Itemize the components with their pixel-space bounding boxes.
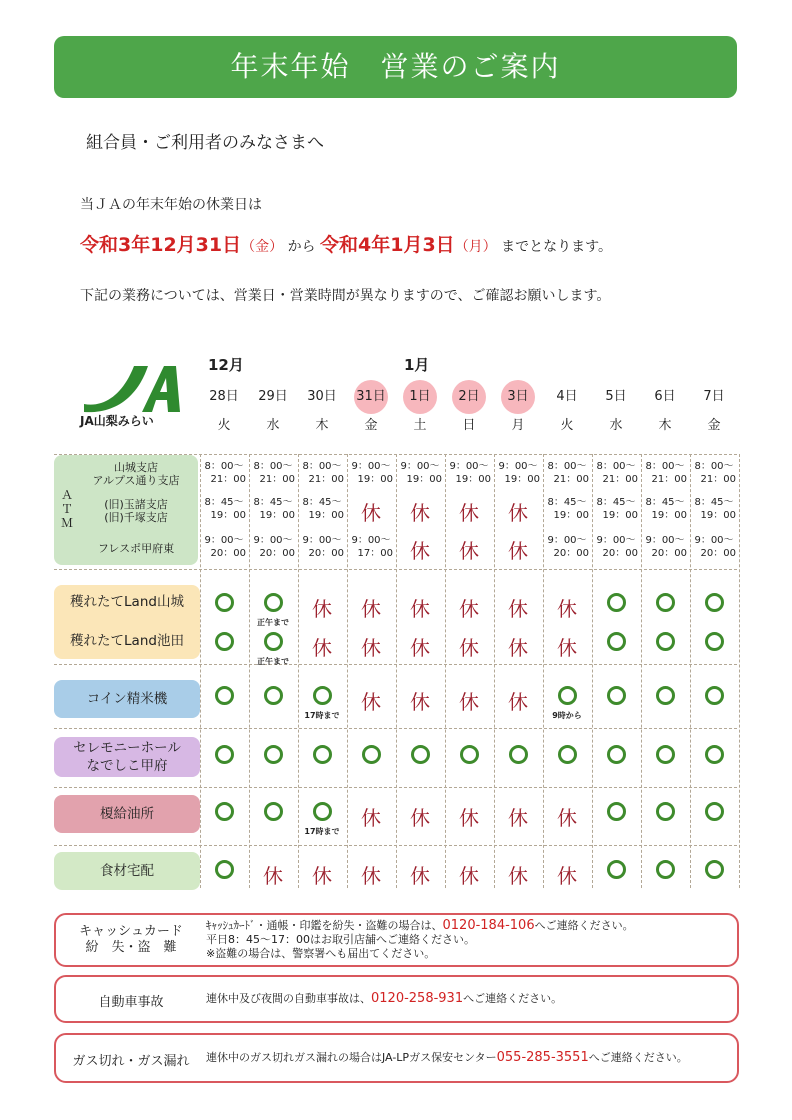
date-10: 7日 — [703, 389, 725, 404]
service-cell — [592, 632, 640, 655]
open-circle-icon — [460, 745, 479, 764]
weekday-9: 木 — [658, 418, 672, 433]
atm-cell: 8：00～ 21：00 — [253, 461, 295, 485]
open-circle-icon — [656, 860, 675, 879]
holiday-start-day: （金） — [241, 239, 284, 255]
service-cell — [641, 686, 689, 709]
weekday-7: 火 — [560, 418, 574, 433]
atm-cell: 9：00～ 20：00 — [694, 535, 736, 559]
atm-cell: 8：45～ 19：00 — [302, 497, 344, 521]
cell-note: 17時まで — [304, 827, 340, 836]
open-circle-icon — [215, 802, 234, 821]
open-circle-icon — [705, 802, 724, 821]
service-cell — [445, 802, 493, 831]
closed-mark: 休 — [557, 864, 577, 888]
atm-cell — [347, 497, 395, 526]
service-cell — [396, 802, 444, 831]
atm-branch-2: (旧)玉諸支店 (旧)千塚支店 — [104, 498, 168, 524]
service-cell — [396, 593, 444, 622]
closed-mark: 休 — [410, 690, 430, 714]
open-circle-icon — [264, 686, 283, 705]
month-jan: 1月 — [404, 356, 430, 374]
atm-cell: 9：00～ 19：00 — [351, 461, 393, 485]
service-label-5: 食材宅配 — [54, 852, 200, 890]
atm-cell — [494, 535, 542, 564]
holiday-start: 令和3年12月31日 — [80, 234, 242, 256]
closed-mark: 休 — [312, 636, 332, 660]
closed-mark: 休 — [263, 864, 283, 888]
service-cell — [249, 745, 297, 768]
open-circle-icon — [607, 686, 626, 705]
atm-cell: 8：45～ 19：00 — [645, 497, 687, 521]
atm-label: Ａ Ｔ Ｍ — [60, 488, 73, 530]
date-3: 31日 — [354, 380, 388, 414]
closed-mark: 休 — [361, 636, 381, 660]
open-circle-icon — [656, 802, 675, 821]
open-circle-icon — [264, 632, 283, 651]
date-1: 29日 — [258, 389, 288, 404]
open-circle-icon — [313, 745, 332, 764]
closed-mark: 休 — [508, 539, 528, 563]
closed-mark: 休 — [557, 597, 577, 621]
open-circle-icon — [313, 802, 332, 821]
date-9: 6日 — [654, 389, 676, 404]
atm-cell: 9：00～ 20：00 — [596, 535, 638, 559]
service-cell — [494, 745, 542, 768]
card-loss-box — [54, 913, 739, 967]
closed-mark: 休 — [361, 597, 381, 621]
service-cell — [200, 745, 248, 768]
atm-cell: 8：00～ 21：00 — [302, 461, 344, 485]
open-circle-icon — [607, 593, 626, 612]
gas-leak-box — [54, 1033, 739, 1083]
atm-branch-3: フレスポ甲府東 — [97, 542, 175, 555]
weekday-1: 水 — [266, 418, 280, 433]
service-cell — [641, 745, 689, 768]
service-cell — [690, 745, 738, 768]
atm-cell: 8：00～ 21：00 — [204, 461, 246, 485]
card-loss-phone[interactable]: 0120-184-106 — [442, 918, 535, 933]
cell-note: 9時から — [552, 711, 582, 720]
service-cell — [347, 745, 395, 768]
weekday-5: 日 — [462, 418, 476, 433]
open-circle-icon — [656, 686, 675, 705]
service-cell — [347, 860, 395, 889]
open-circle-icon — [362, 745, 381, 764]
closed-mark: 休 — [459, 806, 479, 830]
service-cell — [690, 593, 738, 616]
atm-cell: 9：00～ 19：00 — [400, 461, 442, 485]
service-cell — [494, 802, 542, 831]
date-4: 1日 — [403, 380, 437, 414]
atm-cell — [396, 535, 444, 564]
closed-mark: 休 — [361, 864, 381, 888]
holiday-from: から — [287, 239, 316, 255]
atm-cell: 9：00～ 20：00 — [204, 535, 246, 559]
service-cell — [641, 632, 689, 655]
closed-mark: 休 — [410, 864, 430, 888]
service-label-0: 穫れたてLand山城 — [70, 594, 184, 610]
atm-cell: 8：00～ 21：00 — [547, 461, 589, 485]
open-circle-icon — [215, 686, 234, 705]
service-cell — [200, 686, 248, 709]
closed-mark: 休 — [410, 806, 430, 830]
car-accident-box — [54, 975, 739, 1023]
car-accident-title: 自動車事故 — [98, 995, 164, 1010]
atm-cell — [494, 497, 542, 526]
closed-mark: 休 — [459, 539, 479, 563]
open-circle-icon — [264, 802, 283, 821]
closed-mark: 休 — [361, 501, 381, 525]
service-cell — [445, 686, 493, 715]
atm-cell: 8：00～ 21：00 — [596, 461, 638, 485]
car-accident-text: 連休中及び夜間の自動車事故は、0120-258-931へご連絡ください。 — [206, 991, 563, 1006]
open-circle-icon — [607, 745, 626, 764]
open-circle-icon — [607, 802, 626, 821]
service-label-4: 榎給油所 — [54, 795, 200, 833]
service-cell — [543, 593, 591, 622]
date-0: 28日 — [209, 389, 239, 404]
service-cell — [543, 632, 591, 661]
open-circle-icon — [215, 632, 234, 651]
service-cell — [592, 802, 640, 825]
open-circle-icon — [215, 860, 234, 879]
closed-mark: 休 — [508, 690, 528, 714]
closed-mark: 休 — [557, 636, 577, 660]
date-2: 30日 — [307, 389, 337, 404]
service-cell — [249, 686, 297, 709]
service-cell — [592, 860, 640, 883]
closed-mark: 休 — [459, 864, 479, 888]
service-cell — [494, 593, 542, 622]
gas-leak-phone[interactable]: 055-285-3551 — [496, 1050, 589, 1065]
service-cell — [543, 802, 591, 831]
open-circle-icon — [264, 745, 283, 764]
service-cell — [298, 686, 346, 721]
service-cell — [641, 860, 689, 883]
holiday-suffix: までとなります。 — [501, 239, 613, 255]
service-cell — [592, 593, 640, 616]
open-circle-icon — [705, 593, 724, 612]
service-cell — [494, 860, 542, 889]
open-circle-icon — [411, 745, 430, 764]
service-cell — [200, 802, 248, 825]
service-cell — [200, 593, 248, 616]
closed-mark: 休 — [459, 597, 479, 621]
logo-text: JA山梨みらい — [80, 414, 154, 428]
service-cell — [396, 686, 444, 715]
service-cell — [494, 686, 542, 715]
service-label-3: セレモニーホール なでしこ甲府 — [54, 737, 200, 777]
atm-cell — [445, 535, 493, 564]
open-circle-icon — [558, 745, 577, 764]
service-cell — [396, 745, 444, 768]
date-5: 2日 — [452, 380, 486, 414]
closed-mark: 休 — [508, 806, 528, 830]
weekday-3: 金 — [364, 418, 378, 433]
service-cell — [200, 860, 248, 883]
service-cell — [690, 802, 738, 825]
service-cell — [592, 745, 640, 768]
open-circle-icon — [656, 745, 675, 764]
holiday-end: 令和4年1月3日 — [320, 234, 455, 256]
cell-note: 正午まで — [257, 657, 289, 666]
date-7: 4日 — [556, 389, 578, 404]
service-cell — [592, 686, 640, 709]
weekday-8: 水 — [609, 418, 623, 433]
open-circle-icon — [705, 860, 724, 879]
open-circle-icon — [656, 593, 675, 612]
service-cell — [200, 632, 248, 655]
closed-mark: 休 — [557, 806, 577, 830]
closed-mark: 休 — [410, 501, 430, 525]
open-circle-icon — [607, 860, 626, 879]
open-circle-icon — [313, 686, 332, 705]
service-cell — [641, 802, 689, 825]
closed-mark: 休 — [508, 636, 528, 660]
weekday-10: 金 — [707, 418, 721, 433]
atm-branch-1: 山城支店 アルプス通り支店 — [92, 461, 180, 487]
service-cell — [543, 745, 591, 768]
service-cell — [445, 632, 493, 661]
gas-leak-title: ガス切れ・ガス漏れ — [72, 1054, 190, 1069]
open-circle-icon — [558, 686, 577, 705]
closed-mark: 休 — [459, 636, 479, 660]
closed-mark: 休 — [508, 501, 528, 525]
month-dec: 12月 — [208, 356, 244, 374]
service-cell — [396, 632, 444, 661]
page-banner: 年末年始 営業のご案内 — [54, 36, 737, 98]
open-circle-icon — [656, 632, 675, 651]
weekday-6: 月 — [511, 418, 525, 433]
atm-cell: 9：00～ 20：00 — [253, 535, 295, 559]
grid-hline — [54, 845, 737, 846]
closed-mark: 休 — [410, 539, 430, 563]
weekday-0: 火 — [217, 418, 231, 433]
service-cell — [543, 686, 591, 721]
service-cell — [249, 632, 297, 667]
closed-mark: 休 — [459, 690, 479, 714]
service-cell — [298, 593, 346, 622]
atm-cell: 8：45～ 19：00 — [694, 497, 736, 521]
service-cell — [347, 686, 395, 715]
grid-hline — [54, 569, 737, 570]
service-cell — [641, 593, 689, 616]
service-cell — [690, 860, 738, 883]
date-6: 3日 — [501, 380, 535, 414]
open-circle-icon — [215, 593, 234, 612]
open-circle-icon — [705, 686, 724, 705]
grid-hline — [54, 787, 737, 788]
closed-mark: 休 — [508, 597, 528, 621]
atm-cell: 9：00～ 19：00 — [449, 461, 491, 485]
open-circle-icon — [264, 593, 283, 612]
service-cell — [298, 745, 346, 768]
holiday-period — [80, 230, 612, 257]
service-cell — [445, 593, 493, 622]
service-cell — [445, 745, 493, 768]
closed-mark: 休 — [508, 864, 528, 888]
open-circle-icon — [607, 632, 626, 651]
card-loss-title: キャッシュカード 紛 失・盗 難 — [79, 924, 183, 955]
atm-cell: 9：00～ 19：00 — [498, 461, 540, 485]
service-cell — [690, 632, 738, 655]
closed-mark: 休 — [459, 501, 479, 525]
service-cell — [494, 632, 542, 661]
atm-cell: 9：00～ 20：00 — [302, 535, 344, 559]
service-cell — [347, 632, 395, 661]
service-cell — [347, 802, 395, 831]
service-cell — [298, 860, 346, 889]
open-circle-icon — [215, 745, 234, 764]
grid-hline — [54, 664, 737, 665]
atm-cell: 9：00～ 20：00 — [645, 535, 687, 559]
service-cell — [249, 593, 297, 628]
closed-mark: 休 — [410, 636, 430, 660]
notice-text: 下記の業務については、営業日・営業時間が異なりますので、ご確認お願いします。 — [80, 288, 611, 304]
service-label-2: コイン精米機 — [54, 680, 200, 718]
service-cell — [298, 802, 346, 837]
weekday-2: 木 — [315, 418, 329, 433]
service-cell — [445, 860, 493, 889]
closed-mark: 休 — [312, 597, 332, 621]
service-cell — [249, 860, 297, 889]
atm-cell: 8：45～ 19：00 — [547, 497, 589, 521]
service-label-1: 穫れたてLand池田 — [70, 633, 184, 649]
service-cell — [298, 632, 346, 661]
atm-cell: 8：45～ 19：00 — [596, 497, 638, 521]
service-cell — [347, 593, 395, 622]
closed-mark: 休 — [312, 864, 332, 888]
atm-cell: 8：45～ 19：00 — [253, 497, 295, 521]
greeting: 組合員・ご利用者のみなさまへ — [86, 133, 324, 153]
holiday-end-day: （月） — [454, 239, 497, 255]
closed-mark: 休 — [361, 690, 381, 714]
closed-mark: 休 — [361, 806, 381, 830]
grid-vline — [739, 454, 740, 888]
atm-cell: 8：45～ 19：00 — [204, 497, 246, 521]
car-accident-phone[interactable]: 0120-258-931 — [371, 991, 464, 1006]
grid-hline — [54, 728, 737, 729]
closed-mark: 休 — [410, 597, 430, 621]
atm-cell — [396, 497, 444, 526]
service-cell — [690, 686, 738, 709]
gas-leak-text: 連休中のガス切れガス漏れの場合はJA-LPガス保安センター055-285-3551へご連絡ください。 — [206, 1050, 688, 1065]
atm-cell: 8：00～ 21：00 — [694, 461, 736, 485]
date-8: 5日 — [605, 389, 627, 404]
weekday-4: 土 — [413, 418, 427, 433]
atm-cell — [445, 497, 493, 526]
atm-cell: 8：00～ 21：00 — [645, 461, 687, 485]
open-circle-icon — [705, 745, 724, 764]
card-loss-text: ｷｬｯｼｭｶｰﾄﾞ・通帳・印鑑を紛失・盗難の場合は、0120-184-106へご連絡ください。 平日8：45～17：00はお取引店舗へご連絡ください。 ※盗難の場合は、警察署へも届出てください。 — [206, 918, 634, 960]
atm-cell: 9：00～ 20：00 — [547, 535, 589, 559]
open-circle-icon — [509, 745, 528, 764]
cell-note: 正午まで — [257, 618, 289, 627]
intro-text: 当ＪＡの年末年始の休業日は — [80, 197, 262, 213]
service-cell — [249, 802, 297, 825]
service-cell — [543, 860, 591, 889]
service-cell — [396, 860, 444, 889]
open-circle-icon — [705, 632, 724, 651]
cell-note: 17時まで — [304, 711, 340, 720]
atm-cell: 9：00～ 17：00 — [351, 535, 393, 559]
